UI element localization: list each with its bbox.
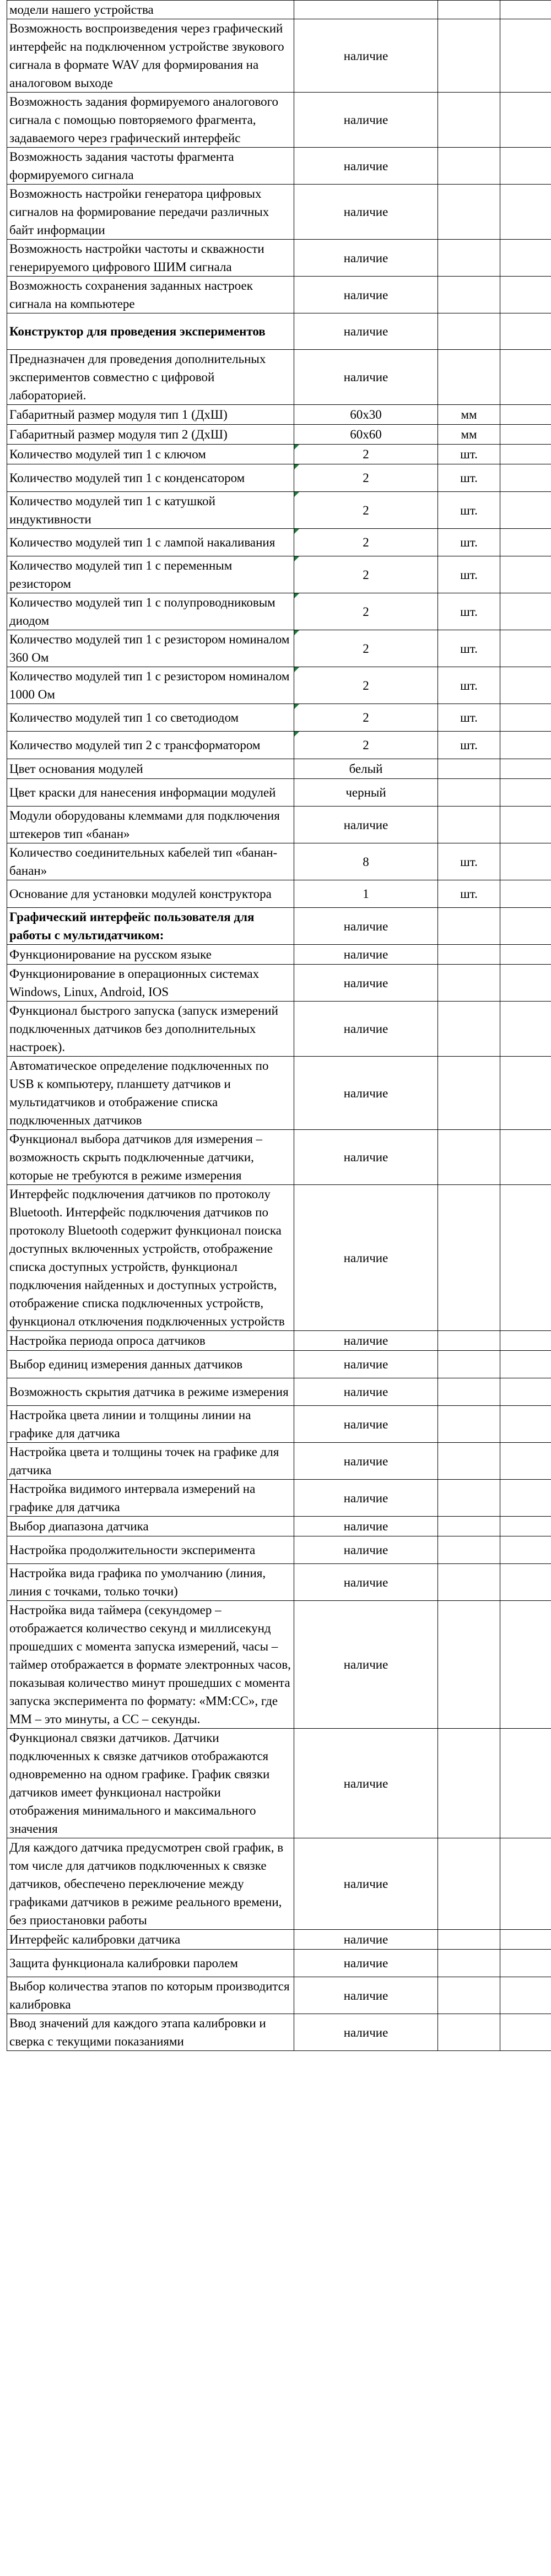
parameter-value: черный	[294, 779, 438, 807]
table-row	[7, 1351, 551, 1378]
table-row	[7, 425, 551, 445]
parameter-label: Количество модулей тип 1 со светодиодом	[7, 704, 294, 732]
empty-cell	[500, 1331, 551, 1351]
parameter-unit: шт.	[438, 556, 500, 593]
parameter-unit	[438, 1517, 500, 1536]
empty-cell	[500, 1480, 551, 1517]
empty-cell	[500, 1930, 551, 1950]
parameter-unit	[438, 759, 500, 779]
parameter-unit	[438, 1564, 500, 1601]
table-row	[7, 19, 551, 93]
empty-cell	[500, 630, 551, 667]
parameter-value: наличие	[294, 148, 438, 185]
parameter-label: Настройка цвета и толщины точек на графике для датчика	[7, 1443, 294, 1480]
parameter-unit	[438, 908, 500, 945]
table-row	[7, 1378, 551, 1406]
parameter-label: Настройка видимого интервала измерений на графике для датчика	[7, 1480, 294, 1517]
parameter-value: 2	[294, 593, 438, 630]
parameter-label: Возможность настройки генератора цифровых сигналов на формирование передачи различных байт информации	[7, 185, 294, 240]
table-row	[7, 945, 551, 965]
empty-cell	[500, 93, 551, 148]
parameter-label: Цвет краски для нанесения информации модулей	[7, 779, 294, 807]
parameter-unit	[438, 965, 500, 1002]
parameter-label: Настройка цвета линии и толщины линии на графике для датчика	[7, 1406, 294, 1443]
parameter-unit: шт.	[438, 445, 500, 464]
table-row	[7, 759, 551, 779]
parameter-label: Настройка периода опроса датчиков	[7, 1331, 294, 1351]
parameter-label: Функционал быстрого запуска (запуск измерений подключенных датчиков без дополнительных настроек).	[7, 1002, 294, 1057]
parameter-unit	[438, 1130, 500, 1185]
parameter-unit	[438, 1536, 500, 1564]
table-row	[7, 1517, 551, 1536]
parameter-value: наличие	[294, 1406, 438, 1443]
empty-cell	[500, 1351, 551, 1378]
table-row	[7, 1185, 551, 1331]
parameter-label: Количество модулей тип 1 с резистором номиналом 1000 Ом	[7, 667, 294, 704]
parameter-value: 8	[294, 843, 438, 880]
empty-cell	[500, 667, 551, 704]
empty-cell	[500, 492, 551, 529]
empty-cell	[500, 185, 551, 240]
parameter-unit	[438, 1351, 500, 1378]
table-row	[7, 313, 551, 350]
table-row	[7, 240, 551, 277]
empty-cell	[500, 240, 551, 277]
empty-cell	[500, 148, 551, 185]
parameter-label: Выбор единиц измерения данных датчиков	[7, 1351, 294, 1378]
parameter-unit: мм	[438, 405, 500, 425]
empty-cell	[500, 1002, 551, 1057]
parameter-label: Количество модулей тип 1 с полупроводниковым диодом	[7, 593, 294, 630]
table-row	[7, 1057, 551, 1130]
parameter-label: Настройка продолжительности эксперимента	[7, 1536, 294, 1564]
empty-cell	[500, 1130, 551, 1185]
parameter-value: 1	[294, 880, 438, 908]
parameter-value: наличие	[294, 185, 438, 240]
parameter-label: Возможность настройки частоты и скважности генерируемого цифрового ШИМ сигнала	[7, 240, 294, 277]
parameter-unit: шт.	[438, 630, 500, 667]
parameter-label: Функционирование на русском языке	[7, 945, 294, 965]
parameter-label: Возможность скрытия датчика в режиме измерения	[7, 1378, 294, 1406]
table-row	[7, 185, 551, 240]
parameter-unit	[438, 1977, 500, 2014]
parameter-unit	[438, 1185, 500, 1331]
table-row	[7, 667, 551, 704]
parameter-value: наличие	[294, 1002, 438, 1057]
empty-cell	[500, 1838, 551, 1930]
parameter-label: Возможность воспроизведения через графический интерфейс на подключенном устройстве звукового сигнала в формате WAV для формирования на аналоговом выходе	[7, 19, 294, 93]
empty-cell	[500, 965, 551, 1002]
parameter-label: Количество модулей тип 1 с катушкой индуктивности	[7, 492, 294, 529]
empty-cell	[500, 1378, 551, 1406]
parameter-value: 2	[294, 529, 438, 556]
empty-cell	[500, 1517, 551, 1536]
parameter-label: Возможность сохранения заданных настроек сигнала на компьютере	[7, 277, 294, 313]
parameter-label: модели нашего устройства	[7, 1, 294, 19]
parameter-value: наличие	[294, 1536, 438, 1564]
table-row	[7, 1443, 551, 1480]
parameter-unit	[438, 1331, 500, 1351]
empty-cell	[500, 1057, 551, 1130]
parameter-label: Ввод значений для каждого этапа калибровки и сверка с текущими показаниями	[7, 2014, 294, 2051]
parameter-unit	[438, 1, 500, 19]
parameter-unit	[438, 240, 500, 277]
table-row	[7, 732, 551, 759]
parameter-value: наличие	[294, 1950, 438, 1977]
table-row	[7, 1930, 551, 1950]
parameter-unit: мм	[438, 425, 500, 445]
table-row	[7, 1729, 551, 1838]
parameter-unit	[438, 1480, 500, 1517]
parameter-unit: шт.	[438, 593, 500, 630]
empty-cell	[500, 2014, 551, 2051]
table-row	[7, 1838, 551, 1930]
empty-cell	[500, 1729, 551, 1838]
parameter-value: 60х60	[294, 425, 438, 445]
empty-cell	[500, 945, 551, 965]
table-row	[7, 1564, 551, 1601]
empty-cell	[500, 1536, 551, 1564]
empty-cell	[500, 425, 551, 445]
parameter-unit: шт.	[438, 880, 500, 908]
table-row	[7, 492, 551, 529]
parameter-unit	[438, 2014, 500, 2051]
table-row	[7, 1950, 551, 1977]
table-row	[7, 1331, 551, 1351]
parameter-value: 2	[294, 704, 438, 732]
parameter-label: Функционирование в операционных системах Windows, Linux, Android, IOS	[7, 965, 294, 1002]
parameter-value: наличие	[294, 1331, 438, 1351]
parameter-label: Количество модулей тип 1 с лампой накаливания	[7, 529, 294, 556]
parameter-unit	[438, 313, 500, 350]
parameter-label: Для каждого датчика предусмотрен свой график, в том числе для датчиков подключенных к связке датчиков, обеспечено переключение между графиками датчиков в режиме реального времени, без приостановки работы	[7, 1838, 294, 1930]
table-row	[7, 779, 551, 807]
parameter-value: наличие	[294, 240, 438, 277]
parameter-label: Модули оборудованы клеммами для подключения штекеров тип «банан»	[7, 807, 294, 843]
empty-cell	[500, 1406, 551, 1443]
parameter-unit: шт.	[438, 667, 500, 704]
parameter-unit	[438, 1601, 500, 1729]
empty-cell	[500, 807, 551, 843]
parameter-label: Интерфейс калибровки датчика	[7, 1930, 294, 1950]
empty-cell	[500, 1564, 551, 1601]
empty-cell	[500, 556, 551, 593]
parameter-label: Выбор количества этапов по которым производится калибровка	[7, 1977, 294, 2014]
table-row	[7, 2014, 551, 2051]
parameter-value: наличие	[294, 1480, 438, 1517]
parameter-label: Автоматическое определение подключенных по USB к компьютеру, планшету датчиков и мультидатчиков и отображение списка подключенных датчиков	[7, 1057, 294, 1130]
parameter-value: наличие	[294, 1443, 438, 1480]
empty-cell	[500, 779, 551, 807]
empty-cell	[500, 277, 551, 313]
table-row	[7, 464, 551, 492]
parameter-value: 60х30	[294, 405, 438, 425]
parameter-value: наличие	[294, 1838, 438, 1930]
parameter-value: наличие	[294, 1977, 438, 2014]
table-row	[7, 908, 551, 945]
parameter-unit: шт.	[438, 492, 500, 529]
parameter-value: наличие	[294, 1601, 438, 1729]
parameter-value: белый	[294, 759, 438, 779]
empty-cell	[500, 732, 551, 759]
empty-cell	[500, 1443, 551, 1480]
empty-cell	[500, 593, 551, 630]
parameter-value: наличие	[294, 1378, 438, 1406]
parameter-value: наличие	[294, 1130, 438, 1185]
parameter-unit	[438, 1729, 500, 1838]
parameter-unit: шт.	[438, 732, 500, 759]
table-row	[7, 704, 551, 732]
empty-cell	[500, 350, 551, 405]
parameter-value: наличие	[294, 1930, 438, 1950]
parameter-unit	[438, 185, 500, 240]
parameter-unit: шт.	[438, 529, 500, 556]
parameter-value: наличие	[294, 1564, 438, 1601]
table-row	[7, 529, 551, 556]
parameter-value: наличие	[294, 1351, 438, 1378]
empty-cell	[500, 1977, 551, 2014]
table-row	[7, 93, 551, 148]
parameter-label: Возможность задания формируемого аналогового сигнала с помощью повторяемого фрагмента, задаваемого через графический интерфейс	[7, 93, 294, 148]
empty-cell	[500, 1601, 551, 1729]
parameter-label: Количество модулей тип 2 с трансформатором	[7, 732, 294, 759]
table-row	[7, 148, 551, 185]
specification-table-body	[7, 1, 551, 2051]
parameter-value: 2	[294, 556, 438, 593]
parameter-label: Количество соединительных кабелей тип «банан-банан»	[7, 843, 294, 880]
empty-cell	[500, 445, 551, 464]
parameter-label: Цвет основания модулей	[7, 759, 294, 779]
parameter-value: наличие	[294, 313, 438, 350]
table-row	[7, 880, 551, 908]
parameter-unit	[438, 277, 500, 313]
table-row	[7, 445, 551, 464]
parameter-label: Выбор диапазона датчика	[7, 1517, 294, 1536]
table-row	[7, 350, 551, 405]
parameter-label: Количество модулей тип 1 с конденсатором	[7, 464, 294, 492]
empty-cell	[500, 908, 551, 945]
parameter-unit	[438, 93, 500, 148]
table-row	[7, 965, 551, 1002]
parameter-value: 2	[294, 732, 438, 759]
parameter-unit	[438, 945, 500, 965]
empty-cell	[500, 759, 551, 779]
table-row	[7, 843, 551, 880]
table-row	[7, 405, 551, 425]
parameter-value: наличие	[294, 2014, 438, 2051]
parameter-label: Габаритный размер модуля тип 1 (ДхШ)	[7, 405, 294, 425]
parameter-unit: шт.	[438, 843, 500, 880]
empty-cell	[500, 880, 551, 908]
parameter-label: Настройка вида графика по умолчанию (линия, линия с точками, только точки)	[7, 1564, 294, 1601]
parameter-unit: шт.	[438, 704, 500, 732]
table-row	[7, 1480, 551, 1517]
parameter-value: наличие	[294, 93, 438, 148]
parameter-unit	[438, 1443, 500, 1480]
empty-cell	[500, 464, 551, 492]
parameter-label: Количество модулей тип 1 с резистором номиналом 360 Ом	[7, 630, 294, 667]
parameter-value: наличие	[294, 1729, 438, 1838]
parameter-unit	[438, 1838, 500, 1930]
empty-cell	[500, 529, 551, 556]
parameter-label: Интерфейс подключения датчиков по протоколу Bluetooth. Интерфейс подключения датчиков по протоколу Bluetooth содержит функционал поиска доступных включенных устройств, отображение списка доступных устройств, функционал подключения найденных и доступных устройств, отображение списка подключенных устройств, функционал отключения подключенных устройств	[7, 1185, 294, 1331]
parameter-label: Защита функционала калибровки паролем	[7, 1950, 294, 1977]
parameter-label: Функционал связки датчиков. Датчики подключенных к связке датчиков отображаются одновременно на одном графике. График связки датчиков имеет функционал настройки отображения минимального и максимального значения	[7, 1729, 294, 1838]
parameter-value: наличие	[294, 350, 438, 405]
empty-cell	[500, 704, 551, 732]
table-row	[7, 277, 551, 313]
table-row	[7, 1601, 551, 1729]
parameter-value: наличие	[294, 277, 438, 313]
parameter-value: наличие	[294, 945, 438, 965]
parameter-value: наличие	[294, 807, 438, 843]
parameter-label: Количество модулей тип 1 с ключом	[7, 445, 294, 464]
parameter-value: наличие	[294, 965, 438, 1002]
parameter-value: наличие	[294, 908, 438, 945]
parameter-label: Количество модулей тип 1 с переменным резистором	[7, 556, 294, 593]
parameter-value: наличие	[294, 1517, 438, 1536]
parameter-unit	[438, 1950, 500, 1977]
parameter-unit	[438, 779, 500, 807]
parameter-value: наличие	[294, 1057, 438, 1130]
empty-cell	[500, 843, 551, 880]
parameter-unit	[438, 1057, 500, 1130]
table-row	[7, 1002, 551, 1057]
parameter-unit	[438, 807, 500, 843]
parameter-unit	[438, 148, 500, 185]
table-row	[7, 1536, 551, 1564]
parameter-unit	[438, 1930, 500, 1950]
parameter-unit	[438, 1406, 500, 1443]
table-row	[7, 1977, 551, 2014]
table-row	[7, 1406, 551, 1443]
empty-cell	[500, 1950, 551, 1977]
empty-cell	[500, 1185, 551, 1331]
table-row	[7, 593, 551, 630]
table-row	[7, 556, 551, 593]
empty-cell	[500, 19, 551, 93]
parameter-unit	[438, 1002, 500, 1057]
empty-cell	[500, 405, 551, 425]
parameter-value: 2	[294, 445, 438, 464]
parameter-unit: шт.	[438, 464, 500, 492]
parameter-value: наличие	[294, 19, 438, 93]
empty-cell	[500, 313, 551, 350]
parameter-label: Графический интерфейс пользователя для работы с мультидатчиком:	[7, 908, 294, 945]
parameter-label: Габаритный размер модуля тип 2 (ДхШ)	[7, 425, 294, 445]
parameter-label: Функционал выбора датчиков для измерения – возможность скрыть подключенные датчики, которые не требуются в режиме измерения	[7, 1130, 294, 1185]
parameter-value: 2	[294, 667, 438, 704]
table-row	[7, 807, 551, 843]
parameter-unit	[438, 350, 500, 405]
parameter-label: Настройка вида таймера (секундомер – отображается количество секунд и миллисекунд прошедших с момента запуска измерений, часы – таймер отображается в формате электронных часов, показывая количество минут прошедших с момента запуска эксперимента по формату: «ММ:СС», где ММ – это минуты, а СС – секунды.	[7, 1601, 294, 1729]
parameter-label: Основание для установки модулей конструктора	[7, 880, 294, 908]
parameter-value: 2	[294, 492, 438, 529]
parameter-label: Предназначен для проведения дополнительных экспериментов совместно с цифровой лабораторией.	[7, 350, 294, 405]
parameter-unit	[438, 19, 500, 93]
table-row	[7, 1, 551, 19]
table-row	[7, 1130, 551, 1185]
empty-cell	[500, 1, 551, 19]
specification-table	[7, 0, 551, 2051]
parameter-value: 2	[294, 464, 438, 492]
parameter-label: Конструктор для проведения экспериментов	[7, 313, 294, 350]
table-row	[7, 630, 551, 667]
parameter-value: наличие	[294, 1185, 438, 1331]
parameter-label: Возможность задания частоты фрагмента формируемого сигнала	[7, 148, 294, 185]
parameter-unit	[438, 1378, 500, 1406]
parameter-value: 2	[294, 630, 438, 667]
parameter-value	[294, 1, 438, 19]
